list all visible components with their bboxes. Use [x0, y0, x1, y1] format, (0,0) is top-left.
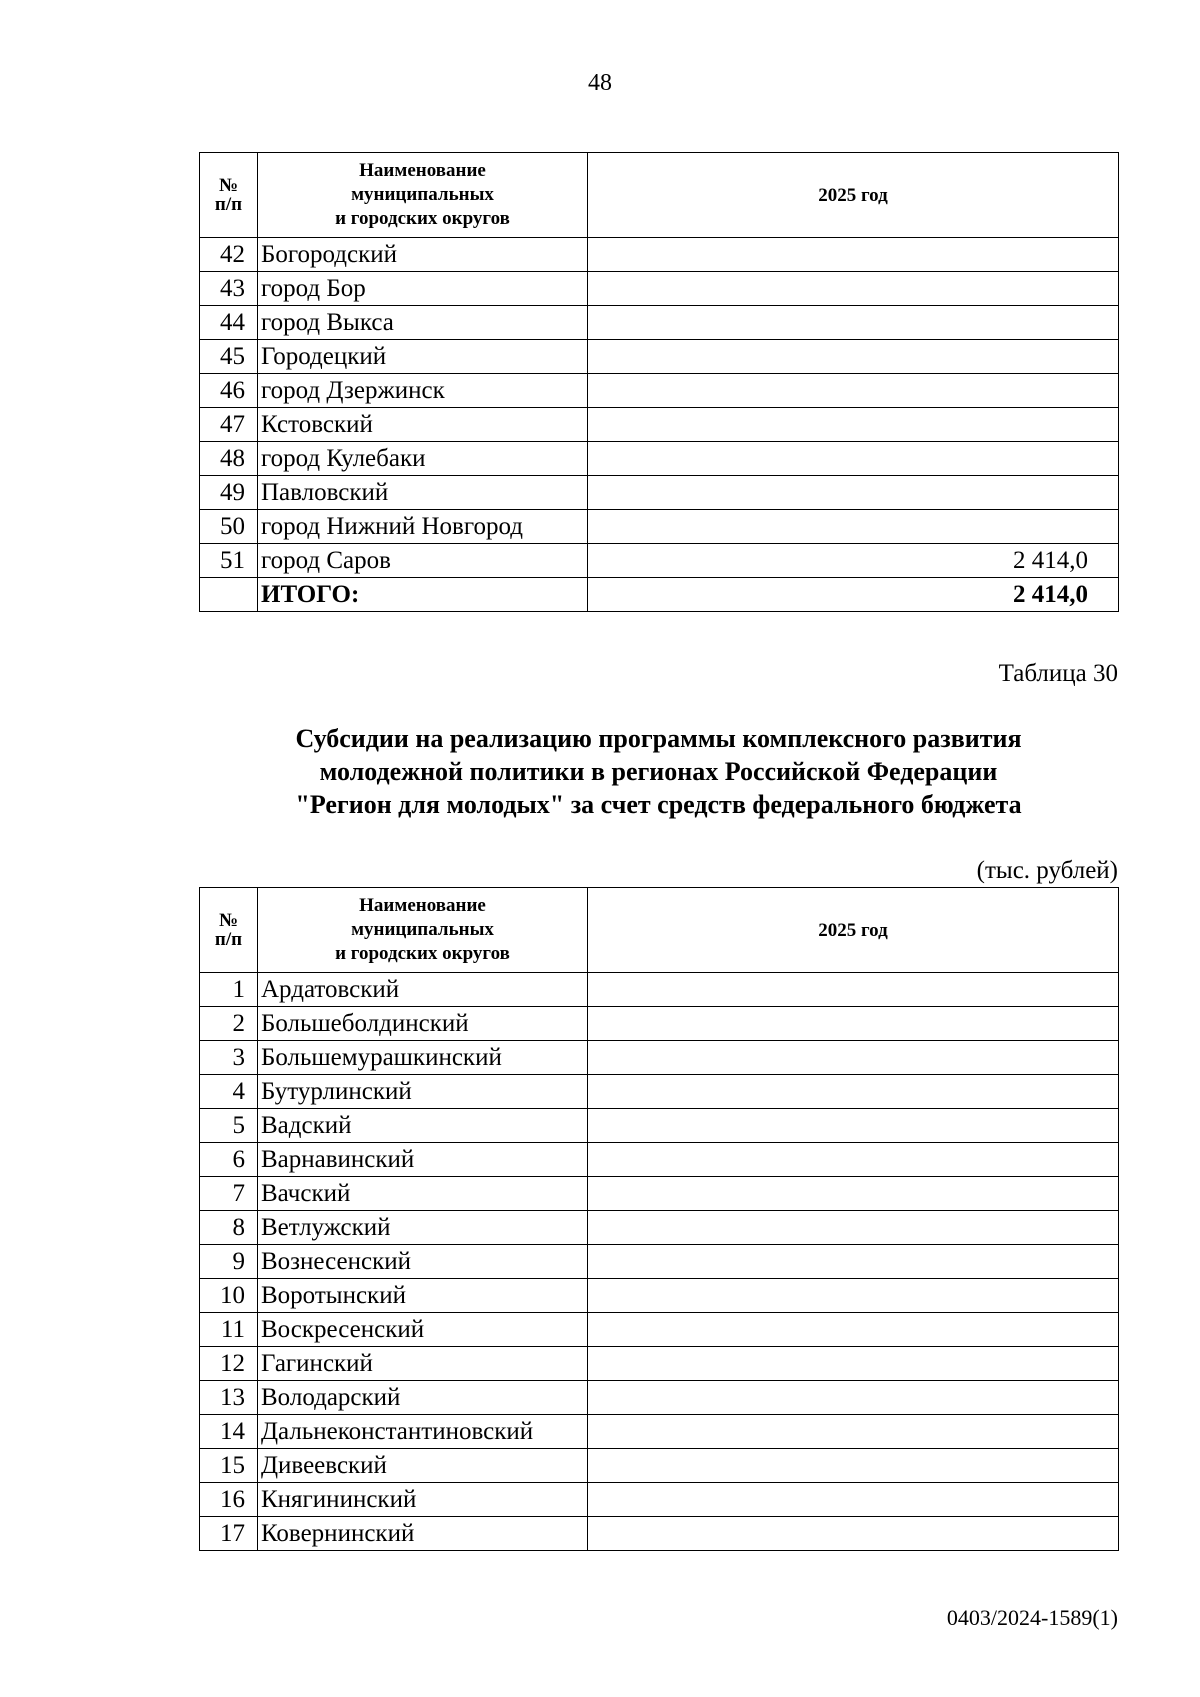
row-number: 9 [200, 1245, 258, 1279]
table-row [200, 1245, 1119, 1279]
row-name: Володарский [258, 1381, 588, 1415]
table-title-line: "Регион для молодых" за счет средств федерального бюджета [295, 790, 1022, 820]
row-name: Кстовский [258, 408, 588, 442]
row-name: Вознесенский [258, 1245, 588, 1279]
row-number: 6 [200, 1143, 258, 1177]
header-name-line: муниципальных [351, 919, 494, 941]
row-number: 4 [200, 1075, 258, 1109]
page-number: 48 [588, 70, 612, 96]
row-name: Воротынский [258, 1279, 588, 1313]
row-name: Воскресенский [258, 1313, 588, 1347]
row-name: Вадский [258, 1109, 588, 1143]
row-value [588, 1517, 1119, 1551]
row-value [588, 1041, 1119, 1075]
header-num-line: п/п [214, 929, 243, 950]
row-value [588, 510, 1119, 544]
row-value [588, 973, 1119, 1007]
row-name: Павловский [258, 476, 588, 510]
row-number: 10 [200, 1279, 258, 1313]
table-row [200, 1143, 1119, 1177]
row-name: Бутурлинский [258, 1075, 588, 1109]
row-number: 1 [200, 973, 258, 1007]
row-name: город Саров [258, 544, 588, 578]
row-name: город Выкса [258, 306, 588, 340]
row-name: Гагинский [258, 1347, 588, 1381]
table-row [200, 1279, 1119, 1313]
row-value [588, 340, 1119, 374]
header-year: 2025 год [588, 888, 1119, 973]
row-name: Ветлужский [258, 1211, 588, 1245]
row-number: 8 [200, 1211, 258, 1245]
table-row [200, 374, 1119, 408]
row-number: 42 [200, 238, 258, 272]
row-value [588, 1177, 1119, 1211]
row-name: Дальнеконстантиновский [258, 1415, 588, 1449]
unit-label: (тыс. рублей) [976, 857, 1118, 884]
table-title [199, 722, 1118, 821]
row-name: Вачский [258, 1177, 588, 1211]
table-row [200, 1041, 1119, 1075]
row-value [588, 1313, 1119, 1347]
table-row [200, 544, 1119, 578]
row-value: 2 414,0 [588, 544, 1119, 578]
table-row [200, 510, 1119, 544]
table-row [200, 1517, 1119, 1551]
row-value [588, 1075, 1119, 1109]
total-row [200, 578, 1119, 612]
row-number: 49 [200, 476, 258, 510]
row-number: 16 [200, 1483, 258, 1517]
row-name: Ковернинский [258, 1517, 588, 1551]
table-row [200, 1177, 1119, 1211]
total-num-cell [200, 578, 258, 612]
table-row [200, 1381, 1119, 1415]
row-name: Варнавинский [258, 1143, 588, 1177]
row-value [588, 476, 1119, 510]
row-name: Городецкий [258, 340, 588, 374]
header-name-line: Наименование [359, 160, 486, 182]
row-number: 3 [200, 1041, 258, 1075]
row-value [588, 1245, 1119, 1279]
row-name: Богородский [258, 238, 588, 272]
table-row [200, 1313, 1119, 1347]
row-name: город Дзержинск [258, 374, 588, 408]
table-row [200, 1415, 1119, 1449]
document-code: 0403/2024-1589(1) [946, 1605, 1118, 1630]
table-row [200, 408, 1119, 442]
row-number: 7 [200, 1177, 258, 1211]
row-number: 15 [200, 1449, 258, 1483]
row-value [588, 1279, 1119, 1313]
total-label: ИТОГО: [258, 578, 588, 612]
row-name: город Нижний Новгород [258, 510, 588, 544]
table-row [200, 306, 1119, 340]
row-number: 45 [200, 340, 258, 374]
table-title-line: молодежной политики в регионах Российской Федерации [319, 757, 998, 787]
row-value [588, 272, 1119, 306]
header-num-line: № [218, 175, 239, 196]
table-row [200, 272, 1119, 306]
row-number: 50 [200, 510, 258, 544]
table-header-row [200, 153, 1119, 238]
table-title-line: Субсидии на реализацию программы комплексного развития [295, 724, 1022, 753]
row-number: 51 [200, 544, 258, 578]
header-name-line: и городских округов [335, 942, 510, 964]
header-name [258, 888, 588, 973]
header-name-line: Наименование [359, 895, 486, 917]
row-number: 12 [200, 1347, 258, 1381]
row-number: 46 [200, 374, 258, 408]
table-row [200, 1109, 1119, 1143]
header-num-line: № [218, 910, 239, 931]
row-number: 47 [200, 408, 258, 442]
table-row [200, 1449, 1119, 1483]
header-name [258, 153, 588, 238]
row-value [588, 1007, 1119, 1041]
row-value [588, 408, 1119, 442]
row-value [588, 1109, 1119, 1143]
row-name: Дивеевский [258, 1449, 588, 1483]
row-value [588, 1483, 1119, 1517]
row-name: Княгининский [258, 1483, 588, 1517]
row-name: город Кулебаки [258, 442, 588, 476]
table-row [200, 340, 1119, 374]
table-row [200, 1483, 1119, 1517]
subsidy-table-continued [199, 152, 1119, 612]
row-value [588, 1143, 1119, 1177]
row-number: 17 [200, 1517, 258, 1551]
header-name-line: и городских округов [335, 207, 510, 229]
table-row [200, 1211, 1119, 1245]
row-value [588, 1347, 1119, 1381]
row-number: 14 [200, 1415, 258, 1449]
row-number: 44 [200, 306, 258, 340]
row-value [588, 1415, 1119, 1449]
row-name: город Бор [258, 272, 588, 306]
row-value [588, 1449, 1119, 1483]
header-num-line: п/п [214, 194, 243, 215]
table-row [200, 442, 1119, 476]
table-30 [199, 887, 1119, 1551]
row-number: 13 [200, 1381, 258, 1415]
table-row [200, 476, 1119, 510]
row-number: 11 [200, 1313, 258, 1347]
table-number-label: Таблица 30 [998, 660, 1118, 687]
row-value [588, 374, 1119, 408]
row-name: Большеболдинский [258, 1007, 588, 1041]
table-row [200, 238, 1119, 272]
row-name: Большемурашкинский [258, 1041, 588, 1075]
header-num [200, 888, 258, 973]
table-row [200, 973, 1119, 1007]
row-value [588, 306, 1119, 340]
table-row [200, 1007, 1119, 1041]
row-number: 48 [200, 442, 258, 476]
table-header-row [200, 888, 1119, 973]
row-number: 5 [200, 1109, 258, 1143]
table-row [200, 1347, 1119, 1381]
header-num [200, 153, 258, 238]
row-name: Ардатовский [258, 973, 588, 1007]
table-row [200, 1075, 1119, 1109]
header-name-line: муниципальных [351, 184, 494, 206]
row-value [588, 1211, 1119, 1245]
header-year: 2025 год [588, 153, 1119, 238]
row-number: 2 [200, 1007, 258, 1041]
row-value [588, 442, 1119, 476]
row-value [588, 238, 1119, 272]
total-value: 2 414,0 [588, 578, 1119, 612]
row-value [588, 1381, 1119, 1415]
row-number: 43 [200, 272, 258, 306]
